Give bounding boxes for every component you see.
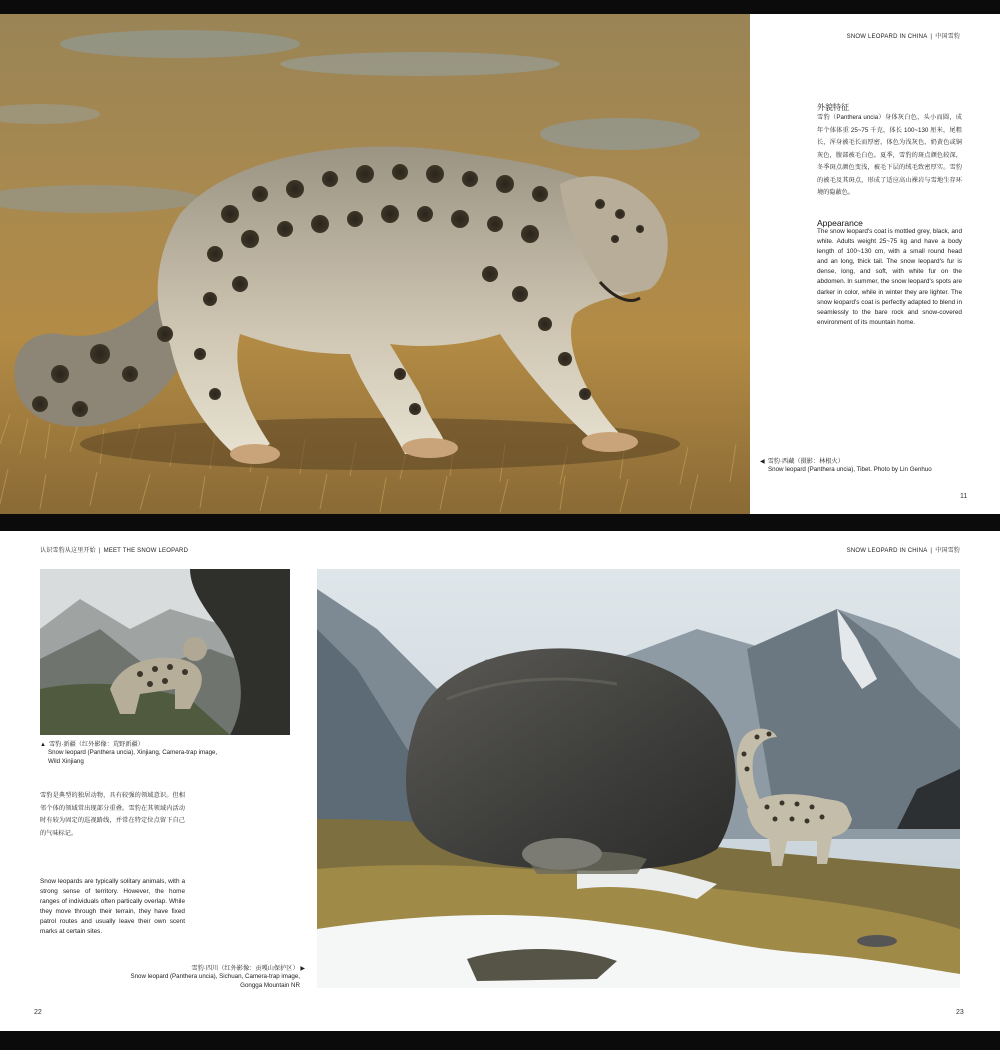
running-header-right-en: SNOW LEOPARD IN CHINA <box>846 548 928 554</box>
body-text-territory-cn: 雪豹是典型的独居动物，具有较强的领域意识。但相邻个体的领域常出现部分重叠。雪豹在其领域内活动时有较为固定的巡视路线，并常在特定位点留下自己的气味标记。 <box>40 792 185 837</box>
section-heading-cn: 外貌特征 <box>817 103 849 112</box>
caption-sichuan-en-line1: Snow leopard (Panthera uncia), Sichuan, Camera-trap image, <box>130 973 300 981</box>
running-header-right-separator: | <box>930 548 933 554</box>
photo-snow-leopard-sichuan <box>317 569 960 988</box>
caption-pointer-right-icon: ▶ <box>300 966 305 972</box>
caption-xinjiang-en-line2: Wild Xinjiang <box>48 757 84 765</box>
running-header-right <box>847 545 960 554</box>
caption-en: Snow leopard (Panthera uncia), Tibet. Photo by Lin Genhuo <box>768 466 932 474</box>
running-header <box>847 31 960 40</box>
page-number-right: 23 <box>956 1009 964 1016</box>
page-number-left: 22 <box>34 1009 42 1016</box>
photo-snow-leopard-xinjiang-art <box>40 569 290 735</box>
photo-snow-leopard-tibet <box>0 14 750 514</box>
caption-pointer-up-icon: ▲ <box>40 742 46 748</box>
page-number: 11 <box>960 493 968 500</box>
running-header-cn: 中国雪豹 <box>935 34 960 40</box>
caption-pointer-left-icon: ◀ <box>760 459 765 465</box>
caption-xinjiang-cn: 雪豹·新疆（红外影像：荒野新疆） <box>48 741 144 748</box>
running-header-right-cn: 中国雪豹 <box>935 548 960 554</box>
photo-caption-xinjiang <box>40 741 290 766</box>
caption-xinjiang-en-line1: Snow leopard (Panthera uncia), Xinjiang, Camera-trap image, <box>48 749 218 757</box>
running-header-left-separator: | <box>98 548 101 554</box>
running-header-left-en: MEET THE SNOW LEOPARD <box>103 548 189 554</box>
caption-sichuan-en-line2: Gongga Mountain NR <box>240 981 300 989</box>
photo-snow-leopard-sichuan-art <box>317 569 960 988</box>
body-text-cn: 雪豹（Panthera uncia）身体灰白色，头小而圆，成年个体体重 25~75 千克，体长 100~130 厘米，尾粗长，浑身被毛长而厚密，体色为浅灰色、奶黄色或铜灰色，腹部被毛白色。夏季，雪豹的斑点颜色较深，冬季斑点颜色变浅，被毛下层的绒毛致密厚实。雪豹的被毛及其斑点，形成了适应高山裸岩与雪地生存环境的隐蔽色。 <box>817 114 962 196</box>
photo-snow-leopard-tibet-art <box>0 14 750 514</box>
running-header-left-cn: 认识雪豹从这里开始 <box>40 548 96 554</box>
photo-snow-leopard-xinjiang <box>40 569 290 735</box>
running-header-separator: | <box>930 34 933 40</box>
photo-caption-sichuan <box>80 965 308 990</box>
section-heading-en: Appearance <box>817 218 863 228</box>
body-text-territory-en: Snow leopards are typically solitary animals, with a strong sense of territory. However, the home ranges of individuals often partically overlap. While they move through their terrain, they have fixed patrol routes and usually leave their own scent marks at certain sites. <box>40 878 185 936</box>
spread-bottom <box>0 531 1000 1031</box>
spread-top <box>0 14 1000 514</box>
caption-cn: 雪豹·西藏（摄影：林根火） <box>767 458 844 465</box>
running-header-en: SNOW LEOPARD IN CHINA <box>846 34 928 40</box>
body-text-en: The snow leopard's coat is mottled grey, black, and white. Adults weight 25~75 kg and have a body length of 100~130 cm, with a small round head and an long, thick tail. The snow leopard's fur is dense, long, and soft, with white fur on the abdomen. In summer, the snow leopard's spots are darker in color, while in winter they are lighter. The snow leopard's coat is perfectly adapted to blend in seamlessly to the bare rock and snow-covered environment of its mountain home. <box>817 228 962 326</box>
caption-sichuan-cn: 雪豹·四川（红外影像：贡嘎山保护区） <box>191 965 299 972</box>
photo-caption <box>760 458 980 475</box>
running-header-left <box>40 545 188 554</box>
